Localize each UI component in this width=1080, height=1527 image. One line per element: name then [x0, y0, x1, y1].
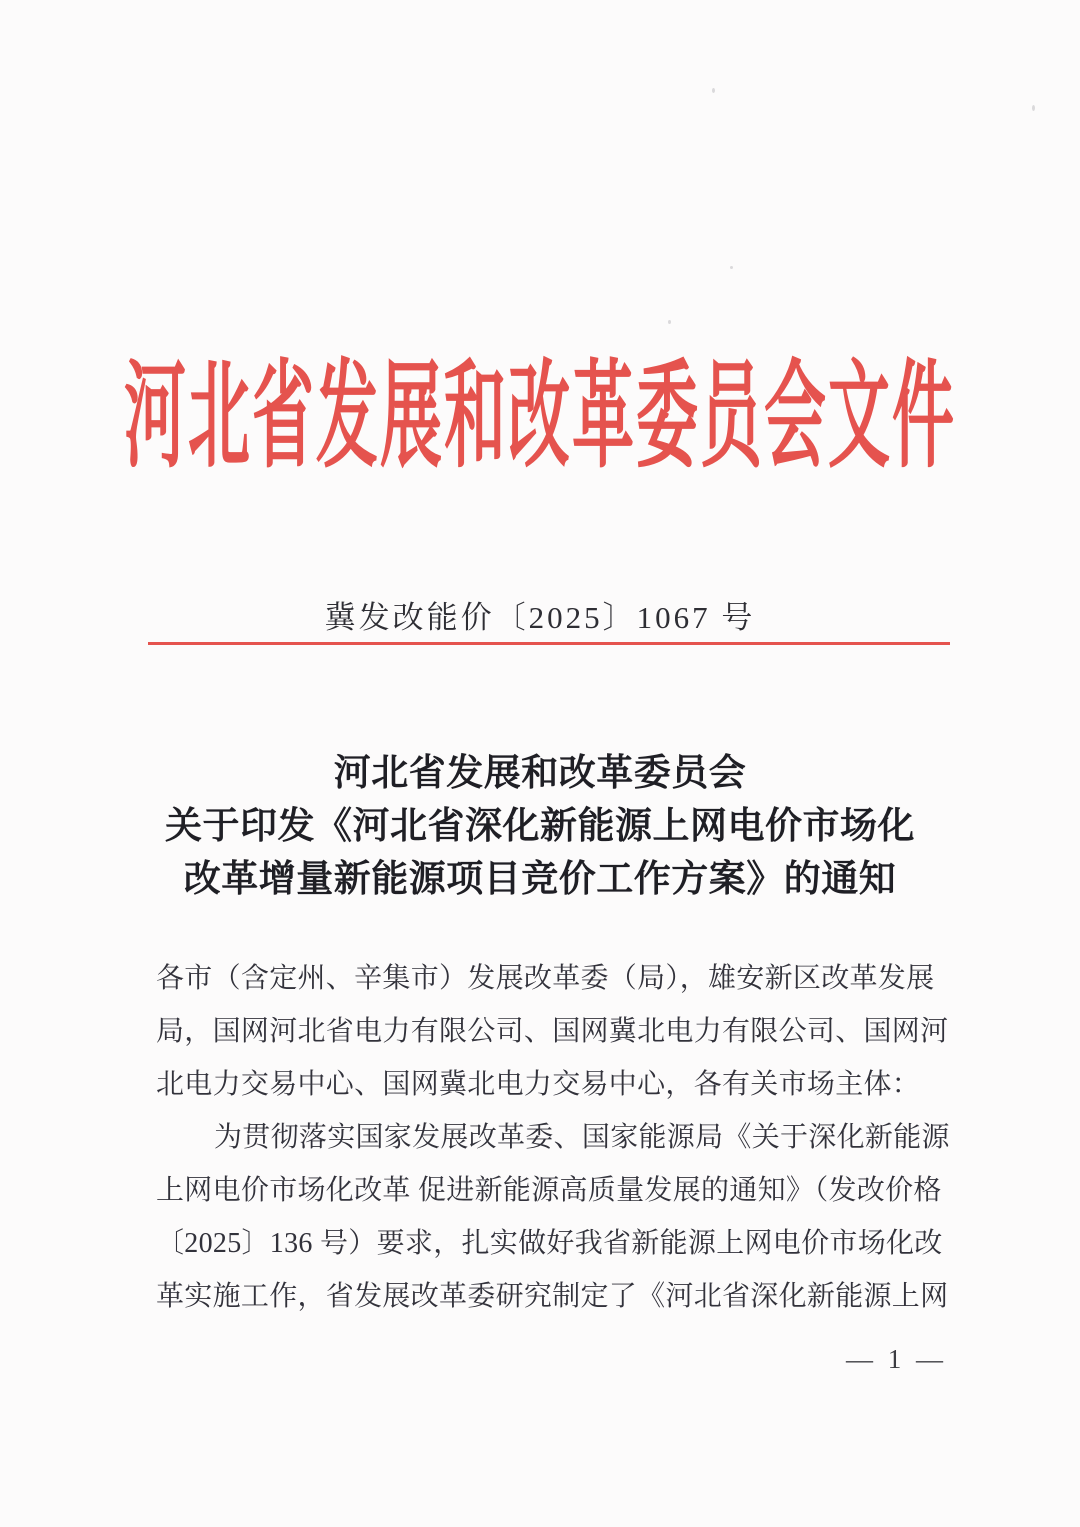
scan-artifact [730, 266, 733, 269]
body-paragraph-line: 革实施工作，省发展改革委研究制定了《河北省深化新能源上网 [156, 1281, 949, 1312]
body-paragraph-line: 上网电价市场化改革 促进新能源高质量发展的通知》（发改价格 [156, 1175, 942, 1206]
red-divider-line [148, 642, 950, 645]
notice-title-line-3: 改革增量新能源项目竞价工作方案》的通知 [183, 859, 897, 900]
notice-title [0, 747, 1080, 906]
scan-artifact [1032, 105, 1035, 111]
page-number: — 1 — [846, 1344, 947, 1374]
agency-letterhead-title: 河北省发展和改革委员会文件 [123, 354, 956, 483]
addressee-line: 局，国网河北省电力有限公司、国网冀北电力有限公司、国网河 [156, 1016, 949, 1047]
body-paragraph-line: 为贯彻落实国家发展改革委、国家能源局《关于深化新能源 [214, 1122, 950, 1153]
notice-title-line-2: 关于印发《河北省深化新能源上网电价市场化 [165, 806, 915, 847]
document-body [156, 952, 956, 1323]
body-paragraph-line: 〔2025〕136 号）要求，扎实做好我省新能源上网电价市场化改 [156, 1228, 943, 1259]
addressee-line: 各市（含定州、辛集市）发展改革委（局），雄安新区改革发展 [156, 963, 935, 994]
notice-title-line-1: 河北省发展和改革委员会 [333, 753, 747, 794]
scan-artifact [712, 88, 715, 93]
document-number: 冀发改能价〔2025〕1067 号 [324, 600, 756, 635]
scan-artifact [668, 320, 671, 324]
addressee-line: 北电力交易中心、国网冀北电力交易中心，各有关市场主体： [156, 1069, 921, 1100]
